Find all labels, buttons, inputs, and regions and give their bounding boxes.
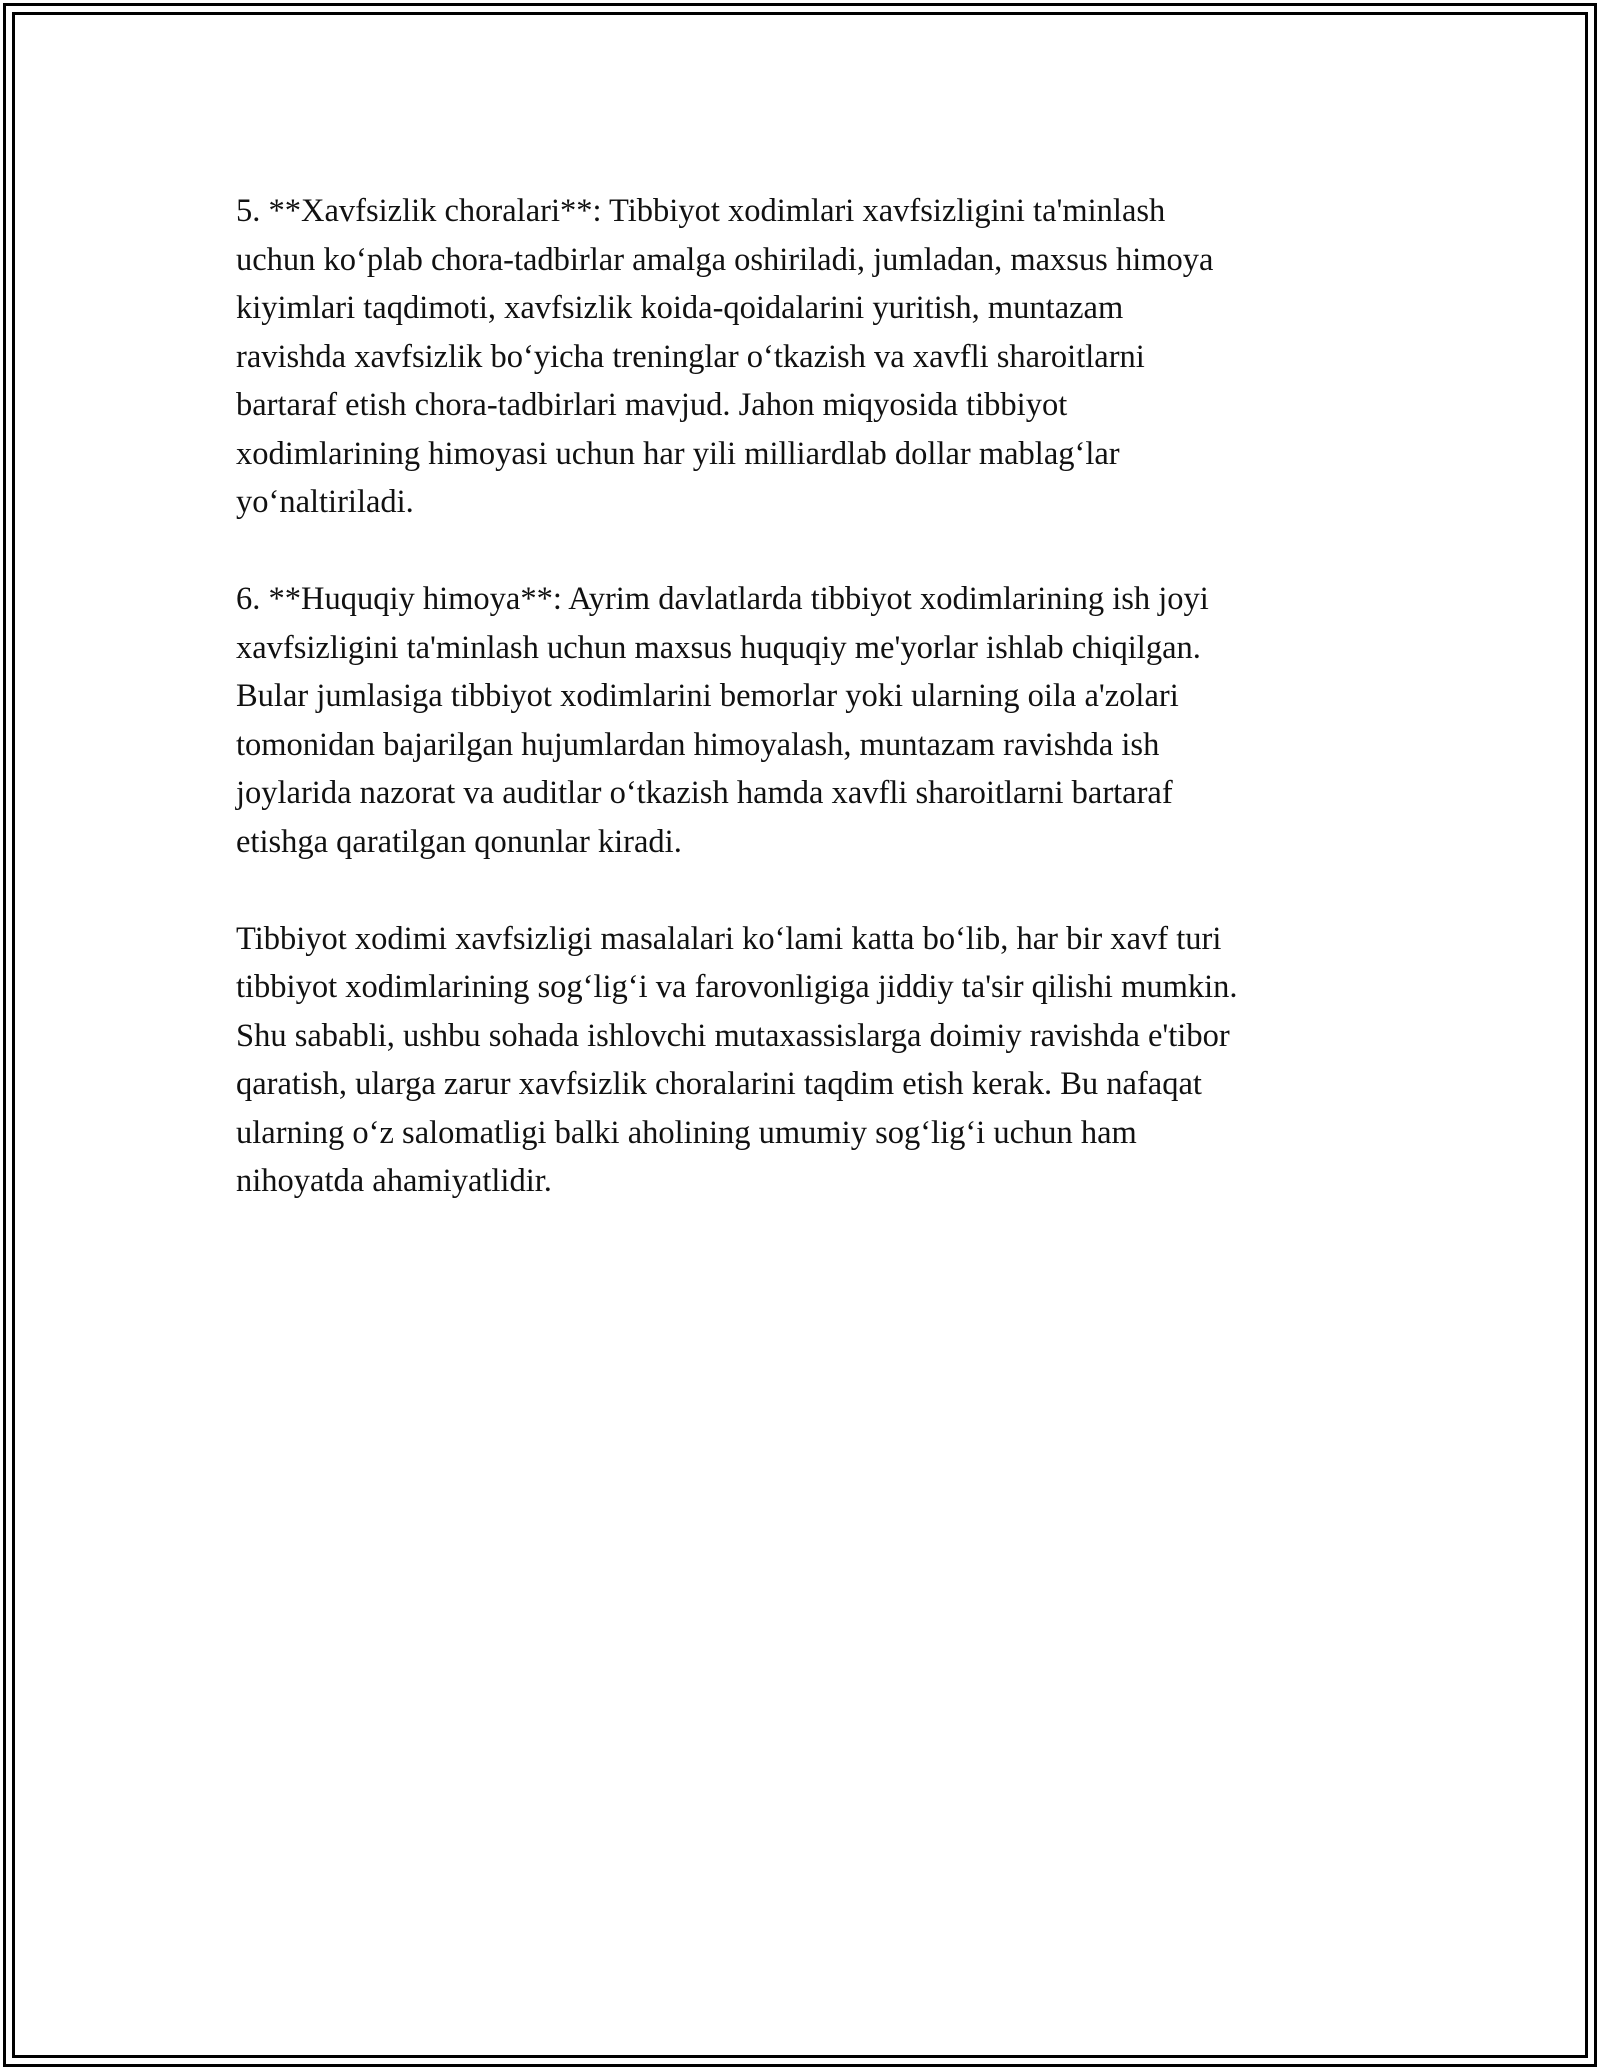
text-line: ravishda xavfsizlik bo‘yicha treninglar o‘tkazish va xavfli sharoitlarni <box>236 338 1145 375</box>
text-line: tomonidan bajarilgan hujumlardan himoyalash, muntazam ravishda ish <box>236 726 1160 763</box>
text-line: 6. **Huquqiy himoya**: Ayrim davlatlarda tibbiyot xodimlarining ish joyi <box>236 581 1209 617</box>
text-line: ularning o‘z salomatligi balki aholining umumiy sog‘lig‘i uchun ham <box>236 1114 1137 1151</box>
text-line: nihoyatda ahamiyatlidir. <box>236 1163 552 1199</box>
text-line: 5. **Xavfsizlik choralari**: Tibbiyot xodimlari xavfsizligini ta'minlash <box>236 193 1166 229</box>
text-line: etishga qaratilgan qonunlar kiradi. <box>236 823 682 860</box>
text-line: xavfsizligini ta'minlash uchun maxsus huquqiy me'yorlar ishlab chiqilgan. <box>236 629 1201 666</box>
text-line: tibbiyot xodimlarining sog‘lig‘i va farovonligiga jiddiy ta'sir qilishi mumkin. <box>236 969 1238 1005</box>
paragraph-legal-protection <box>236 575 1376 866</box>
text-line: yo‘naltiriladi. <box>236 484 414 520</box>
text-line: Bular jumlasiga tibbiyot xodimlarini bemorlar yoki ularning oila a'zolari <box>236 678 1179 714</box>
text-line: joylarida nazorat va auditlar o‘tkazish hamda xavfli sharoitlarni bartaraf <box>236 775 1173 811</box>
text-line: Tibbiyot xodimi xavfsizligi masalalari ko‘lami katta bo‘lib, har bir xavf turi <box>236 920 1222 957</box>
text-line: bartaraf etish chora-tadbirlari mavjud. Jahon miqyosida tibbiyot <box>236 387 1068 423</box>
text-line: qaratish, ularga zarur xavfsizlik choralarini taqdim etish kerak. Bu nafaqat <box>236 1066 1202 1102</box>
document-body <box>236 187 1376 1206</box>
text-line: uchun ko‘plab chora-tadbirlar amalga oshiriladi, jumladan, maxsus himoya <box>236 241 1214 278</box>
text-line: kiyimlari taqdimoti, xavfsizlik koida-qoidalarini yuritish, muntazam <box>236 290 1124 326</box>
paragraph-safety-measures <box>236 187 1376 527</box>
paragraph-conclusion <box>236 915 1376 1206</box>
text-line: xodimlarining himoyasi uchun har yili milliardlab dollar mablag‘lar <box>236 435 1120 472</box>
text-line: Shu sababli, ushbu sohada ishlovchi mutaxassislarga doimiy ravishda e'tibor <box>236 1017 1230 1054</box>
